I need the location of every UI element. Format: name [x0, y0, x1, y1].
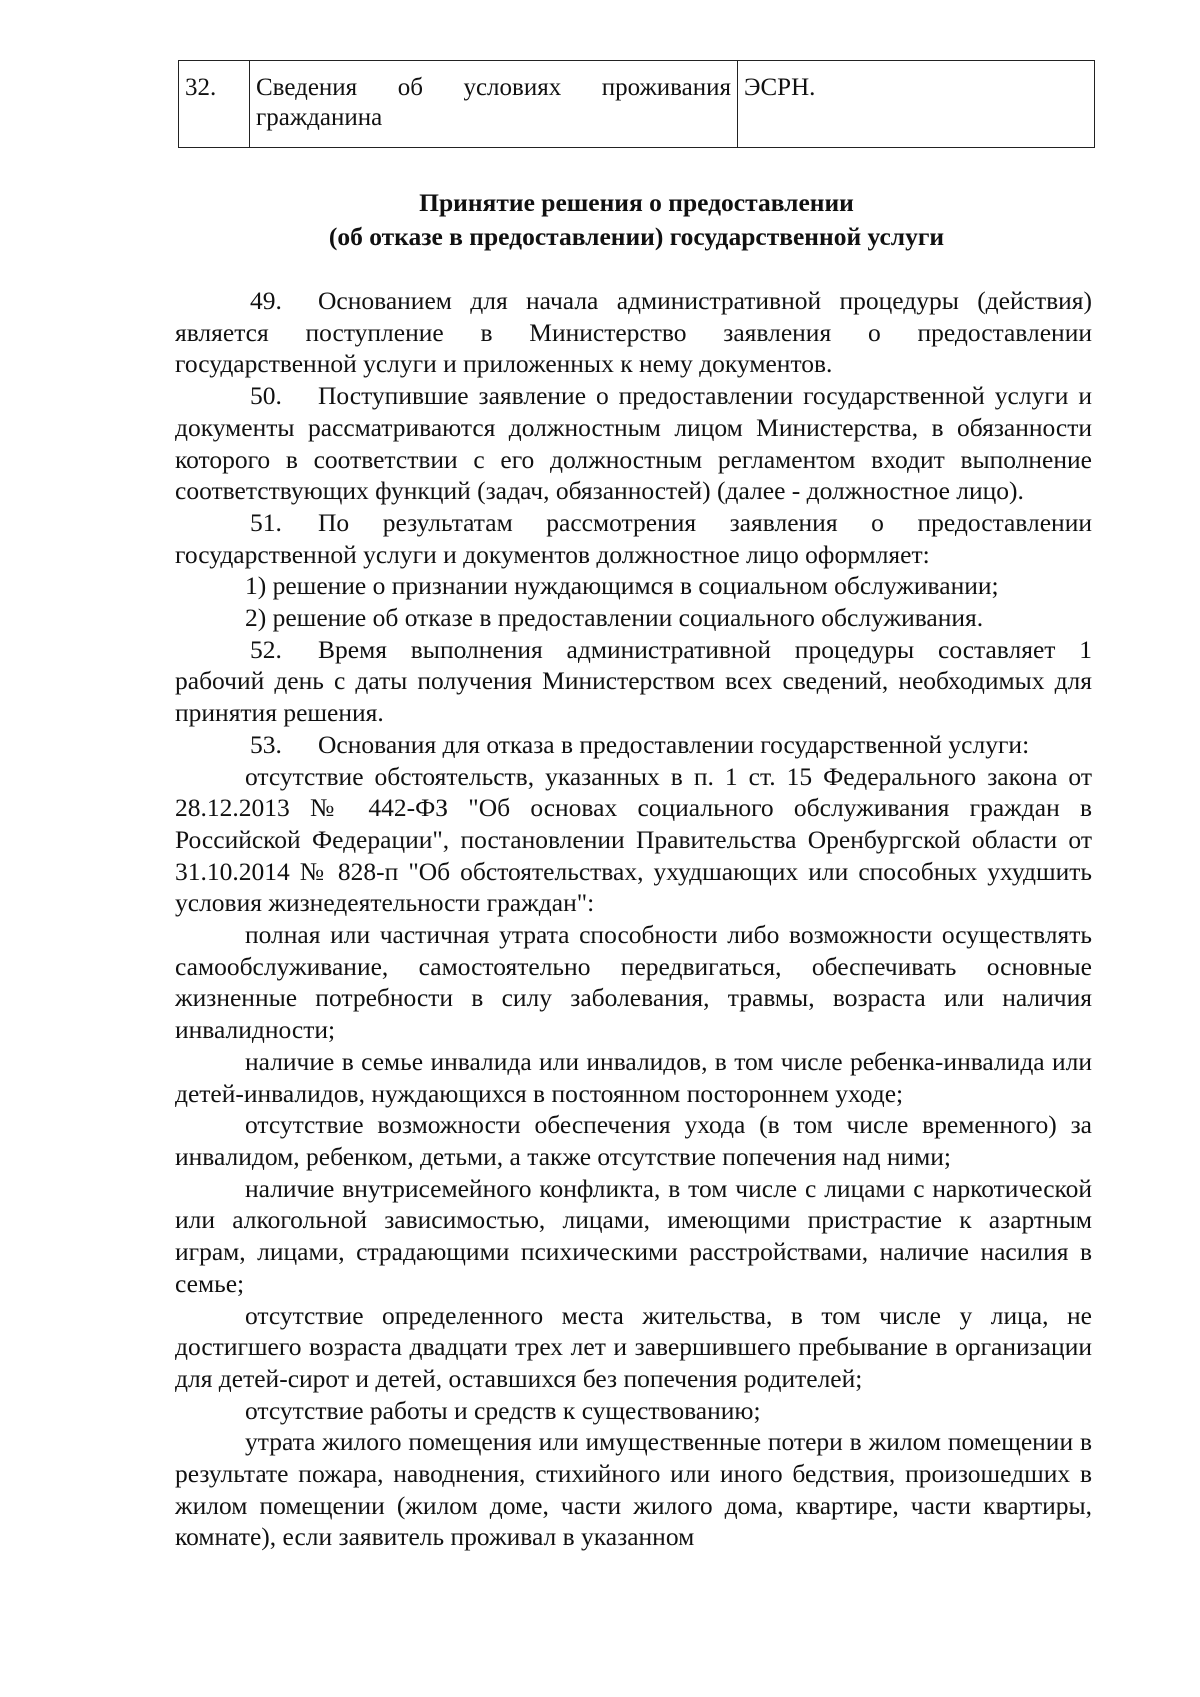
paragraph-52 [175, 634, 1092, 729]
section-heading [178, 186, 1095, 254]
paragraph-text: Время выполнения административной процедуры составляет 1 рабочий день с даты получения Министерством всех сведений, необходимых для принятия решения. [175, 634, 1092, 728]
paragraph-text: отсутствие определенного места жительства, в том числе у лица, не достигшего возраста двадцати трех лет и завершившего пребывание в организации для детей-сирот и детей, оставшихся без попечения родителей; [175, 1300, 1092, 1393]
paragraph-53 [175, 729, 1092, 761]
paragraph-number: 52. [250, 634, 282, 664]
list-item-2 [175, 602, 1092, 634]
paragraph-49 [175, 285, 1092, 380]
row-source: ЭСРН. [738, 61, 1095, 148]
row-name: Сведения об условиях проживания гражданина [250, 61, 738, 148]
table-row [179, 61, 1095, 148]
paragraph-body [175, 1109, 1092, 1172]
paragraph-text: полная или частичная утрата способности либо возможности осуществлять самообслуживание, самостоятельно передвигаться, обеспечивать основные жизненные потребности в силу заболевания, травмы, возраста или наличия инвалидности; [175, 920, 1092, 1045]
paragraph-body [175, 1173, 1092, 1300]
paragraph-text: наличие в семье инвалида или инвалидов, в том числе ребенка-инвалида или детей-инвалидов, нуждающихся в постоянном постороннем уходе; [175, 1046, 1092, 1108]
paragraph-text: По результатам рассмотрения заявления о предоставлении государственной услуги и документов должностное лицо оформляет: [175, 507, 1092, 569]
paragraph-text: отсутствие возможности обеспечения ухода (в том числе временного) за инвалидом, ребенком, детьми, а также отсутствие попечения над ними; [175, 1110, 1092, 1171]
paragraph-number: 51. [250, 507, 282, 537]
paragraph-text: утрата жилого помещения или имущественные потери в жилом помещении в результате пожара, наводнения, стихийного или иного бедствия, произошедших в жилом помещении (жилом доме, части жилого дома, квартире, части квартиры, комнате), если заявитель проживал в указанном [175, 1427, 1092, 1552]
paragraph-text: Основания для отказа в предоставлении государственной услуги: [318, 729, 1030, 759]
paragraph-body [175, 1395, 1092, 1427]
paragraph-number: 53. [250, 729, 282, 759]
paragraph-body [175, 761, 1092, 920]
paragraph-number: 50. [250, 381, 282, 411]
paragraph-text: 2) решение об отказе в предоставлении социального обслуживания. [245, 603, 984, 633]
paragraph-text: Основанием для начала административной процедуры (действия) является поступление в Министерство заявления о предоставлении государственной услуги и приложенных к нему документов. [175, 286, 1092, 379]
heading-line-2: (об отказе в предоставлении) государственной услуги [328, 222, 945, 251]
data-table [178, 60, 1095, 148]
paragraph-text: отсутствие обстоятельств, указанных в п. 1 ст. 15 Федерального закона от 28.12.2013 № 442-ФЗ "Об основах социального обслуживания граждан в Российской Федерации", постановлении Правительства Оренбургской области от 31.10.2014 № 828-п "Об обстоятельствах, ухудшающих или способных ухудшить условия жизнедеятельности граждан": [175, 761, 1092, 918]
paragraph-text: Поступившие заявление о предоставлении государственной услуги и документы рассматриваются должностным лицом Министерства, в обязанности которого в соответствии с его должностным регламентом входит выполнение соответствующих функций (задач, обязанностей) (далее - должностное лицо). [175, 381, 1092, 506]
document-body [175, 285, 1092, 1553]
list-item-1 [175, 570, 1092, 602]
paragraph-body [175, 1300, 1092, 1395]
row-number: 32. [179, 61, 250, 148]
paragraph-51 [175, 507, 1092, 570]
paragraph-text: наличие внутрисемейного конфликта, в том числе с лицами с наркотической или алкогольной зависимостью, лицами, имеющими пристрастие к азартным играм, лицами, страдающими психическими расстройствами, наличие насилия в семье; [175, 1173, 1092, 1298]
heading-line-1: Принятие решения о предоставлении [419, 188, 854, 217]
paragraph-50 [175, 380, 1092, 507]
paragraph-body [175, 1046, 1092, 1109]
paragraph-body [175, 1426, 1092, 1553]
paragraph-body [175, 919, 1092, 1046]
paragraph-text: 1) решение о признании нуждающимся в социальном обслуживании; [245, 571, 999, 601]
paragraph-number: 49. [250, 286, 282, 315]
paragraph-text: отсутствие работы и средств к существованию; [245, 1395, 761, 1425]
